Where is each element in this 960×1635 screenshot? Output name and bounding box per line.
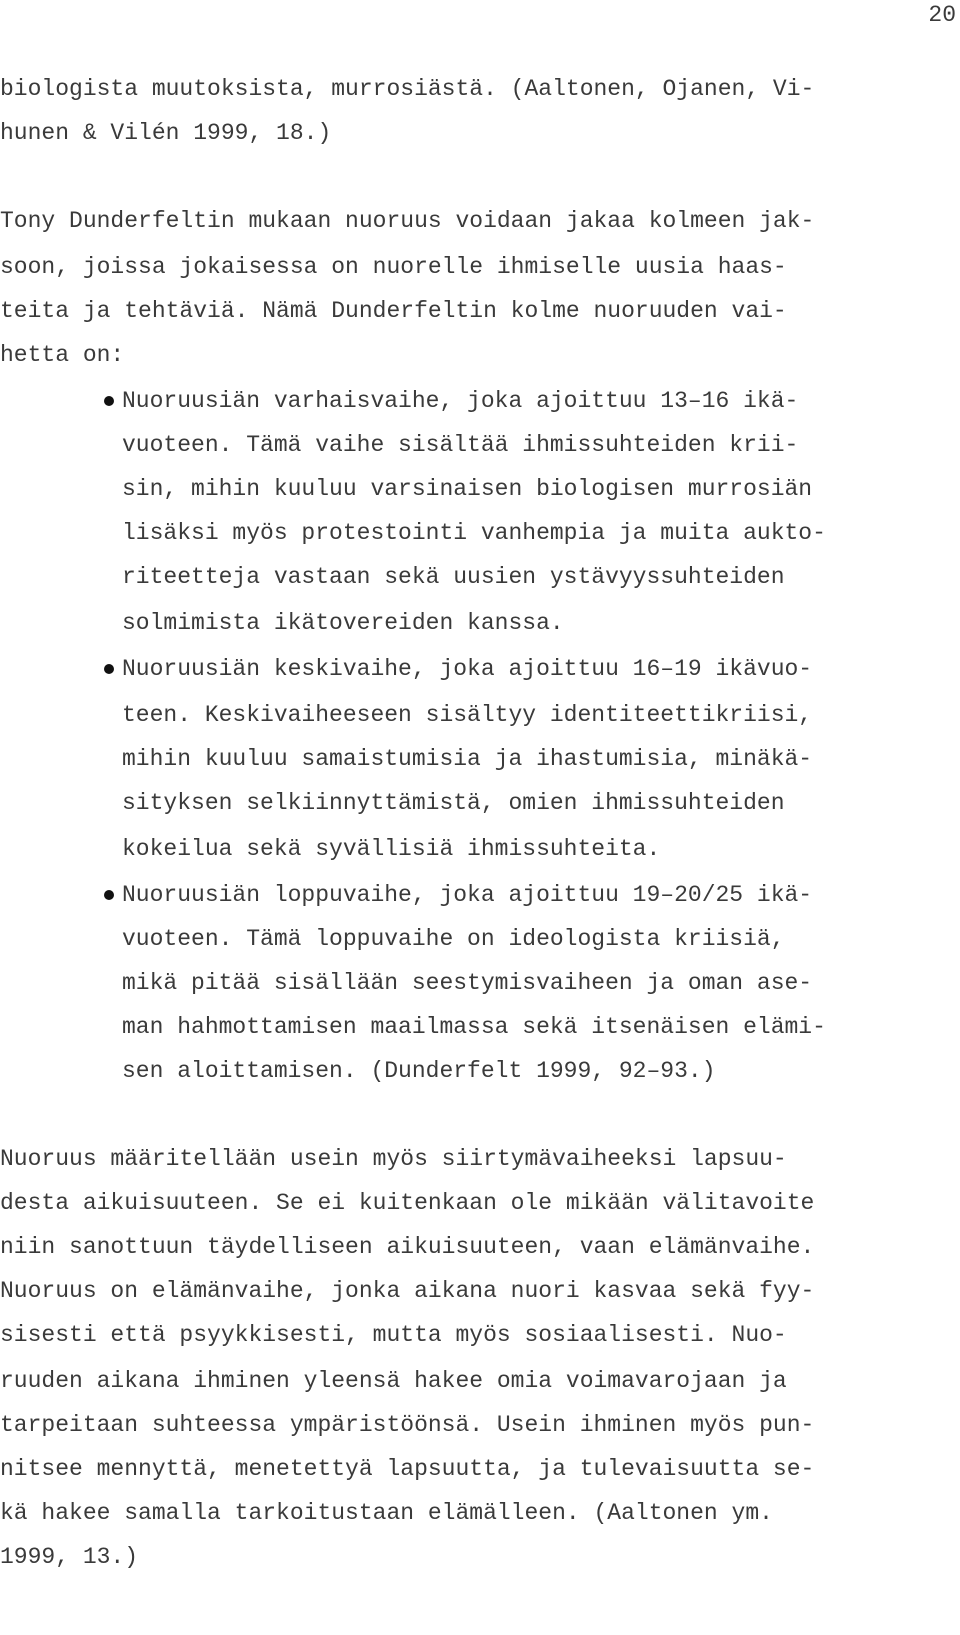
paragraph-line: hunen & Vilén 1999, 18.) — [0, 120, 332, 146]
bullet-item-line: vuoteen. Tämä vaihe sisältää ihmissuhteiden krii- — [122, 432, 799, 458]
bullet-icon — [104, 396, 114, 406]
paragraph-line: Nuoruus määritellään usein myös siirtymävaiheeksi lapsuu- — [0, 1146, 787, 1172]
paragraph-line: ruuden aikana ihminen yleensä hakee omia voimavarojaan ja — [0, 1368, 787, 1394]
paragraph-line: 1999, 13.) — [0, 1544, 139, 1570]
bullet-item-line: kokeilua sekä syvällisiä ihmissuhteita. — [122, 836, 661, 862]
paragraph-line: hetta on: — [0, 342, 125, 368]
paragraph-line: nitsee mennyttä, menetettyä lapsuutta, ja tulevaisuutta se- — [0, 1456, 815, 1482]
paragraph-line: niin sanottuun täydelliseen aikuisuuteen, vaan elämänvaihe. — [0, 1234, 815, 1260]
bullet-item-line: mihin kuuluu samaistumisia ja ihastumisia, minäkä- — [122, 746, 813, 772]
paragraph-line: tarpeitaan suhteessa ympäristöönsä. Usein ihminen myös pun- — [0, 1412, 815, 1438]
paragraph-line: sisesti että psyykkisesti, mutta myös sosiaalisesti. Nuo- — [0, 1322, 787, 1348]
bullet-icon — [104, 890, 114, 900]
bullet-icon — [104, 664, 114, 674]
paragraph-line: teita ja tehtäviä. Nämä Dunderfeltin kolme nuoruuden vai- — [0, 298, 787, 324]
paragraph-line: Nuoruus on elämänvaihe, jonka aikana nuori kasvaa sekä fyy- — [0, 1278, 815, 1304]
page-number: 20 — [928, 2, 956, 28]
paragraph-line: Tony Dunderfeltin mukaan nuoruus voidaan jakaa kolmeen jak- — [0, 208, 815, 234]
paragraph-line: biologista muutoksista, murrosiästä. (Aaltonen, Ojanen, Vi- — [0, 76, 815, 102]
bullet-item-line: man hahmottamisen maailmassa sekä itsenäisen elämi- — [122, 1014, 826, 1040]
bullet-item-line: Nuoruusiän varhaisvaihe, joka ajoittuu 13–16 ikä- — [122, 388, 799, 414]
bullet-item-line: vuoteen. Tämä loppuvaihe on ideologista kriisiä, — [122, 926, 785, 952]
paragraph-line: soon, joissa jokaisessa on nuorelle ihmiselle uusia haas- — [0, 254, 787, 280]
bullet-item-line: mikä pitää sisällään seestymisvaiheen ja oman ase- — [122, 970, 813, 996]
bullet-item-line: teen. Keskivaiheeseen sisältyy identiteettikriisi, — [122, 702, 813, 728]
bullet-item-line: Nuoruusiän loppuvaihe, joka ajoittuu 19–20/25 ikä- — [122, 882, 813, 908]
paragraph-line: kä hakee samalla tarkoitustaan elämälleen. (Aaltonen ym. — [0, 1500, 773, 1526]
bullet-item-line: lisäksi myös protestointi vanhempia ja muita aukto- — [122, 520, 826, 546]
bullet-item-line: sen aloittamisen. (Dunderfelt 1999, 92–93.) — [122, 1058, 716, 1084]
bullet-item-line: solmimista ikätovereiden kanssa. — [122, 610, 564, 636]
bullet-item-line: Nuoruusiän keskivaihe, joka ajoittuu 16–19 ikävuo- — [122, 656, 813, 682]
bullet-item-line: sin, mihin kuuluu varsinaisen biologisen murrosiän — [122, 476, 813, 502]
bullet-item-line: sityksen selkiinnyttämistä, omien ihmissuhteiden — [122, 790, 785, 816]
bullet-item-line: riteetteja vastaan sekä uusien ystävyyssuhteiden — [122, 564, 785, 590]
paragraph-line: desta aikuisuuteen. Se ei kuitenkaan ole mikään välitavoite — [0, 1190, 815, 1216]
